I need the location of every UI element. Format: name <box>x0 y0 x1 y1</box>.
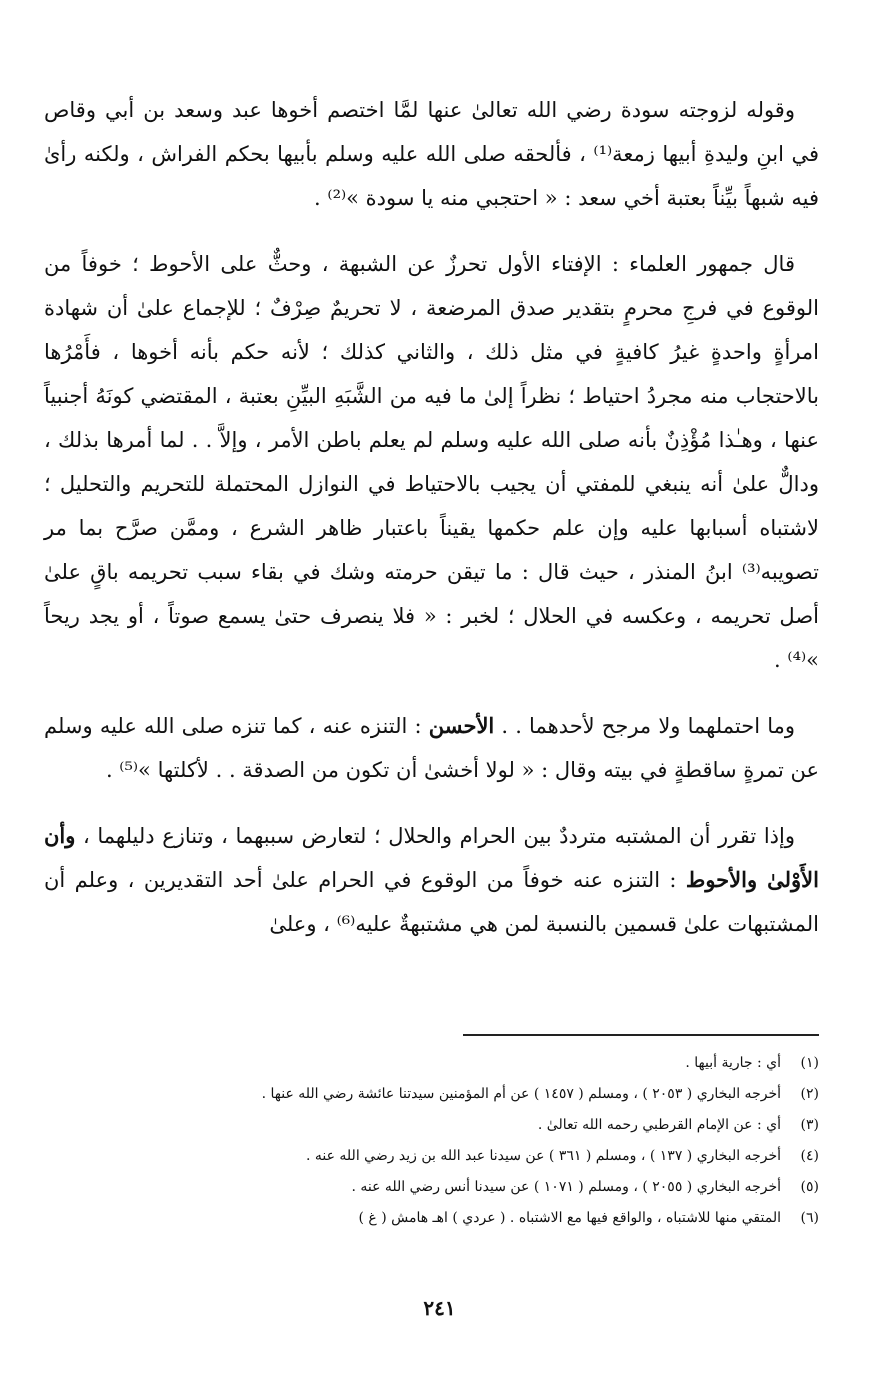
footnote-text: أخرجه البخاري ( ٢٠٥٥ ) ، ومسلم ( ١٠٧١ ) عن سيدنا أنس رضي الله عنه . <box>351 1179 781 1195</box>
footnote-text: أخرجه البخاري ( ١٣٧ ) ، ومسلم ( ٣٦١ ) عن سيدنا عبد الله بن زيد رضي الله عنه . <box>305 1148 781 1164</box>
footnote-number: (٤) <box>800 1148 819 1164</box>
footnote <box>80 1141 819 1172</box>
footnote <box>80 1172 819 1203</box>
paragraph-4-text-cont: : التنزه عنه خوفاً من الوقوع في الحرام علىٰ أحد التقديرين ، وعلم أن المشتبهات علىٰ قسمين بالنسبة لمن هي مشتبهةٌ عليه⁽⁶⁾ ، وعلىٰ <box>44 868 819 936</box>
page-number: ٢٤١ <box>423 1296 456 1320</box>
paragraph-3-bold-term: الأحسن <box>428 713 495 738</box>
footnote <box>80 1203 819 1234</box>
footnote <box>80 1079 819 1110</box>
footnote <box>80 1048 819 1079</box>
footnote-number: (٣) <box>800 1117 819 1133</box>
paragraph-4 <box>44 814 819 946</box>
footnote-number: (١) <box>800 1055 819 1071</box>
footnote-text: المتقي منها للاشتباه ، والواقع فيها مع الاشتباه . ( عردي ) اهـ هامش ( غ ) <box>358 1210 781 1226</box>
footnote-text: أخرجه البخاري ( ٢٠٥٣ ) ، ومسلم ( ١٤٥٧ ) عن أم المؤمنين سيدتنا عائشة رضي الله عنها . <box>261 1086 781 1102</box>
footnote-separator <box>463 1034 819 1036</box>
paragraph-2 <box>44 242 819 682</box>
footnote-text: أي : جارية أبيها . <box>685 1055 781 1071</box>
footnote-number: (٥) <box>800 1179 819 1195</box>
footnote-number: (٦) <box>800 1210 819 1226</box>
paragraph-1-text: وقوله لزوجته سودة رضي الله تعالىٰ عنها لمَّا اختصم أخوها عبد وسعد بن أبي وقاص في ابنِ وليدةِ أبيها زمعة⁽¹⁾ ، فألحقه صلى الله عليه وسلم بأبيها بحكم الفراش ، ولكنه رأىٰ فيه شبهاً بيِّناً بعتبة أخي سعد : « احتجبي منه يا سودة »⁽²⁾ . <box>44 98 819 210</box>
footnote-text: أي : عن الإمام القرطبي رحمه الله تعالىٰ . <box>537 1117 781 1133</box>
paragraph-4-text: وإذا تقرر أن المشتبه مترددٌ بين الحرام والحلال ؛ لتعارض سببهما ، وتنازع دليلهما ، <box>75 824 795 848</box>
footnote-number: (٢) <box>800 1086 819 1102</box>
main-text <box>44 88 819 968</box>
footnotes <box>80 1048 819 1234</box>
paragraph-3 <box>44 704 819 792</box>
paragraph-3-text-cont: : التنزه عنه ، كما تنزه صلى الله عليه وسلم عن تمرةٍ ساقطةٍ في بيته وقال : « لولا أخشىٰ أن تكون من الصدقة . . لأكلتها »⁽⁵⁾ . <box>44 714 819 782</box>
paragraph-4-bold-term: وأن الأَوْلىٰ والأحوط <box>44 823 819 892</box>
paragraph-3-text: وما احتملهما ولا مرجح لأحدهما . . <box>494 714 795 738</box>
paragraph-1 <box>44 88 819 220</box>
paragraph-2-text: قال جمهور العلماء : الإفتاء الأول تحرزٌ عن الشبهة ، وحثٌّ على الأحوط ؛ خوفاً من الوقوع في فرجِ محرمٍ بتقدير صدق المرضعة ، لا تحريمٌ صِرْفٌ ؛ للإجماع علىٰ أن شهادة امرأةٍ واحدةٍ غيرُ كافيةٍ في مثل ذلك ، والثاني كذلك ؛ لأنه حكم بأنه أخوها ، فأَمْرُها بالاحتجاب منه مجردُ احتياط ؛ نظراً إلىٰ ما فيه من الشَّبَهِ البيِّنِ بعتبة ، المقتضي كونَهُ أجنبياً عنها ، وهـٰذا مُؤْذِنٌ بأنه صلى الله عليه وسلم لم يعلم باطن الأمر ، وإلاَّ . . لما أمرها بذلك ، ودالٌّ علىٰ أنه ينبغي للمفتي أن يجيب بالاحتياط في النوازل المحتملة للتحريم والتحليل ؛ لاشتباه أسبابها عليه وإن علم حكمها يقيناً باعتبار ظاهر الشرع ، وممَّن صرَّح بما مر تصويبه⁽³⁾ ابنُ المنذر ، حيث قال : ما تيقن حرمته وشك في بقاء سبب تحريمه باقٍ علىٰ أصل تحريمه ، وعكسه في الحلال ؛ لخبر : « فلا ينصرف حتىٰ يسمع صوتاً ، أو يجد ريحاً »⁽⁴⁾ . <box>44 252 819 672</box>
footnote <box>80 1110 819 1141</box>
